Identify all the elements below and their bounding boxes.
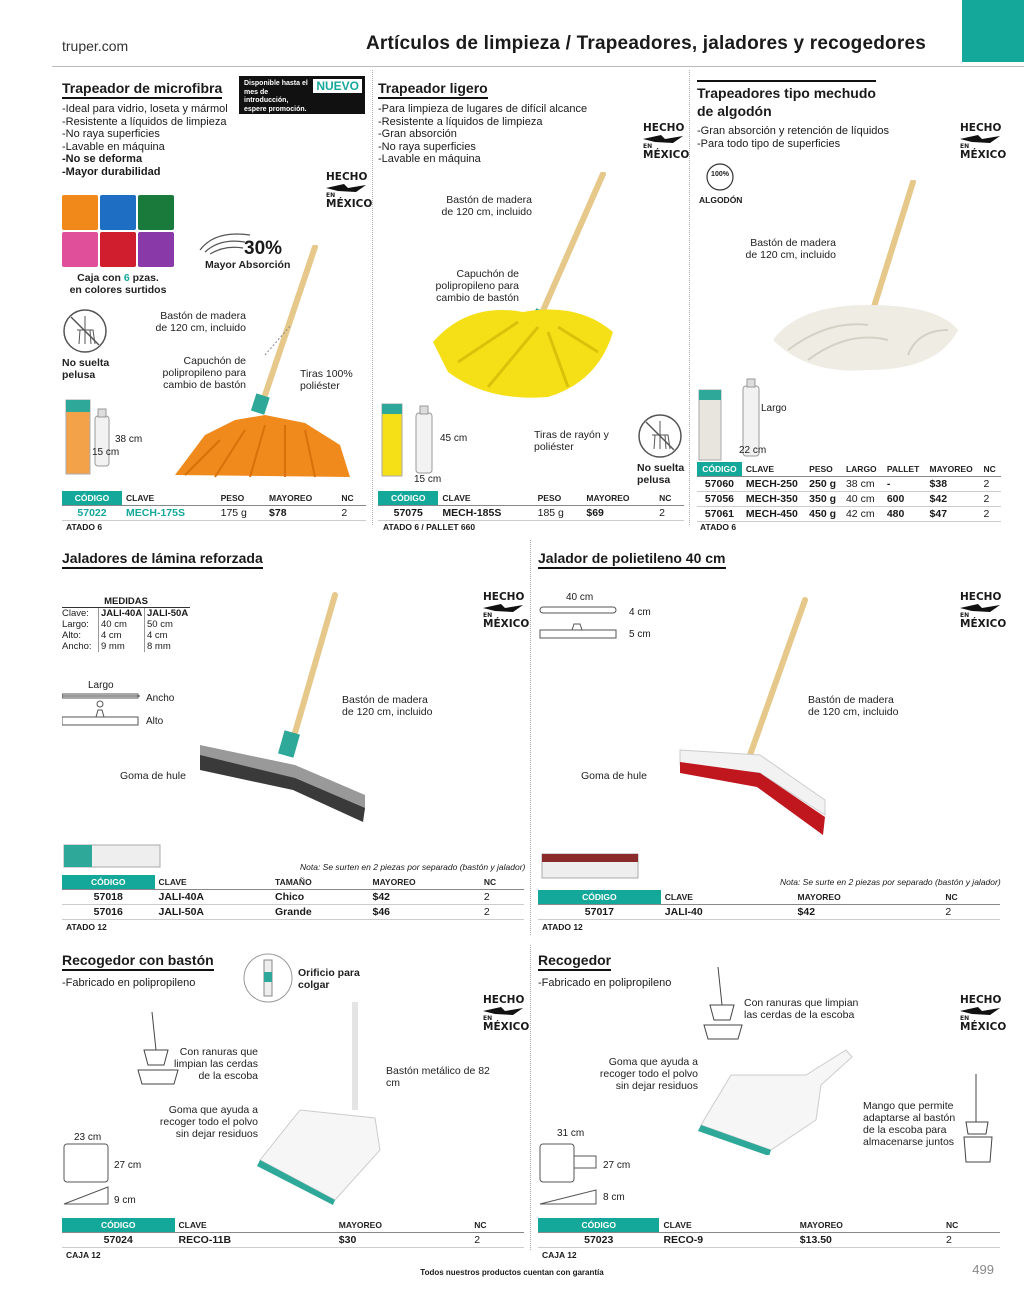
cell-nc: 2: [980, 507, 1001, 522]
col-mayoreo: MAYOREO: [265, 491, 337, 506]
col-nc: NC: [941, 890, 1000, 905]
measure-b: 8 mm: [144, 641, 171, 652]
col-nc: NC: [480, 875, 524, 890]
feature-item: - Ideal para vidrio, loseta y mármol: [62, 103, 362, 116]
product-mechudo: [697, 80, 957, 150]
dim-width: 15 cm: [414, 474, 442, 485]
hecho-line3: MÉXICO: [960, 149, 1007, 161]
feature-list: [378, 103, 678, 166]
supply-note: Nota: Se surten en 2 piezas por separado (bastón y jalador): [300, 862, 526, 872]
cell-pallet: 600: [883, 492, 926, 507]
cotton-mop-image: [768, 180, 968, 380]
color-swatches: [62, 195, 174, 267]
col-peso: PESO: [805, 462, 842, 477]
cell-code: 57022: [62, 506, 122, 521]
callout-goma: Goma de hule: [120, 770, 186, 782]
supply-note: Nota: Se surte en 2 piezas por separado (bastón y jalador): [780, 877, 1001, 887]
measure-a: 9 mm: [98, 641, 144, 652]
price-table-ligero: [378, 491, 684, 521]
callout-tiras: Tiras 100% poliéster: [300, 368, 353, 392]
callout-ranuras: Con ranuras que limpian las cerdas de la escoba: [744, 997, 859, 1021]
callout-baston: Bastón metálico de 82 cm: [386, 1065, 490, 1089]
cell-pallet: -: [883, 477, 926, 492]
package-image: [64, 396, 92, 476]
feature-item: - No raya superficies: [378, 141, 678, 154]
cell-peso: 175 g: [217, 506, 265, 521]
cell-mayoreo: $38: [926, 477, 980, 492]
col-codigo: CÓDIGO: [538, 890, 661, 905]
price-table-mechudo: [697, 462, 1001, 522]
badge-text: Disponible hasta el mes de introducción, espere promoción.: [244, 80, 308, 113]
price-table-recogedor: [538, 1218, 1000, 1248]
dim-ancho: Ancho: [146, 693, 175, 704]
feature-item: - Fabricado en polipropileno: [538, 977, 838, 990]
hecho-line2: EN: [960, 1015, 970, 1022]
col-pallet: PALLET: [883, 462, 926, 477]
feature-item: - No se deforma: [62, 153, 362, 166]
page-title: Artículos de limpieza / Trapeadores, jaladores y recogedores: [365, 33, 926, 54]
cell-peso: 185 g: [534, 506, 583, 521]
availability-badge: [239, 76, 365, 114]
measure-a: 4 cm: [98, 630, 144, 641]
hecho-en-mexico-logo: [326, 171, 373, 210]
feature-list: [538, 977, 838, 990]
no-lint-icon: [62, 308, 108, 354]
hecho-line3: MÉXICO: [960, 618, 1007, 630]
feature-item: - Resistente a líquidos de limpieza: [378, 116, 678, 129]
cell-clave: MECH-350: [742, 492, 805, 507]
col-clave: CLAVE: [122, 491, 217, 506]
light-mop-image: [428, 172, 628, 412]
measure-label: Ancho:: [62, 641, 92, 652]
col-nc: NC: [942, 1218, 1000, 1233]
cell-clave: MECH-450: [742, 507, 805, 522]
col-clave: CLAVE: [175, 1218, 335, 1233]
callout-ranuras: Con ranuras que limpian las cerdas de la escoba: [173, 1046, 258, 1082]
feature-item: - Para todo tipo de superficies: [697, 138, 957, 151]
feature-item: - Gran absorción: [378, 128, 678, 141]
callout-goma: Goma que ayuda a recoger todo el polvo sin dejar residuos: [599, 1056, 698, 1092]
price-table-recogedor-baston: [62, 1218, 524, 1248]
cell-nc: 2: [470, 1233, 524, 1248]
pack-info: ATADO 6 / PALLET 660: [383, 522, 476, 532]
feature-list: [697, 125, 957, 150]
callout-mango: Mango que permite adaptarse al bastón de la escoba para almacenarse juntos: [863, 1100, 956, 1148]
cell-clave: JALI-40A: [155, 890, 272, 905]
cell-clave: RECO-9: [659, 1233, 795, 1248]
dustpan-storage-sketch: [958, 1072, 998, 1167]
box-count: 6: [123, 272, 130, 284]
no-lint-label: No suelta pelusa: [637, 462, 685, 486]
dustpan-dimension-diagram: [538, 1142, 600, 1212]
measure-b: 50 cm: [144, 619, 173, 630]
measure-a: 40 cm: [98, 619, 144, 630]
col-nc: NC: [470, 1218, 524, 1233]
hecho-line3: MÉXICO: [326, 198, 373, 210]
col-largo: LARGO: [842, 462, 883, 477]
cell-code: 57023: [538, 1233, 659, 1248]
microfiber-mop-image: [165, 245, 355, 485]
feature-item: - Resistente a líquidos de limpieza: [62, 116, 362, 129]
callout-goma: Goma de hule: [581, 770, 647, 782]
hecho-line2: EN: [326, 192, 336, 199]
table-row[interactable]: [697, 507, 1001, 522]
box-prefix: Caja con: [77, 272, 124, 284]
col-codigo: CÓDIGO: [378, 491, 438, 506]
col-nc: NC: [655, 491, 684, 506]
column-divider: [372, 70, 373, 525]
table-row[interactable]: [538, 1233, 1000, 1248]
col-nc: NC: [337, 491, 366, 506]
table-row[interactable]: [378, 506, 684, 521]
cotton-label: ALGODÓN: [699, 195, 743, 205]
cell-peso: 450 g: [805, 507, 842, 522]
cell-nc: 2: [941, 905, 1000, 920]
cell-mayoreo: $30: [335, 1233, 470, 1248]
warranty-footer: Todos nuestros productos cuentan con garantía: [420, 1268, 604, 1277]
pack-info: CAJA 12: [66, 1250, 101, 1260]
box-suffix: pzas.: [129, 272, 159, 284]
cell-clave: JALI-50A: [155, 905, 272, 920]
swatch-green: [138, 195, 174, 230]
dim-height: 27 cm: [114, 1160, 142, 1171]
box-line2: en colores surtidos: [69, 284, 167, 296]
measurements-title: MEDIDAS: [62, 596, 190, 608]
dim-width: 15 cm: [92, 447, 120, 458]
measure-label: Largo:: [62, 619, 89, 630]
cell-code: 57024: [62, 1233, 175, 1248]
col-mayoreo: MAYOREO: [926, 462, 980, 477]
product-title: Jaladores de lámina reforzada: [62, 550, 263, 569]
swatch-red: [100, 232, 136, 267]
hecho-line1: HECHO: [483, 994, 525, 1006]
dustpan-broom-sketch: [700, 965, 745, 1040]
product-jalador-polietileno: [538, 550, 998, 569]
cell-nc: 2: [480, 890, 524, 905]
product-jaladores-lamina: [62, 550, 522, 569]
dustpan-image: [696, 1045, 856, 1155]
swatch-blue: [100, 195, 136, 230]
hecho-line2: EN: [960, 143, 970, 150]
measure-label: Alto:: [62, 630, 82, 641]
col-codigo: CÓDIGO: [62, 1218, 175, 1233]
hecho-en-mexico-logo: [960, 994, 1007, 1033]
poly-squeegee-image: [675, 595, 835, 840]
hecho-line2: EN: [643, 143, 653, 150]
squeegee-diagram: [62, 692, 152, 732]
callout-baston: Bastón de madera de 120 cm, incluido: [342, 694, 433, 718]
hecho-line1: HECHO: [960, 122, 1002, 134]
hecho-line2: EN: [483, 612, 493, 619]
cell-mayoreo: $78: [265, 506, 337, 521]
column-divider: [530, 945, 531, 1250]
cell-nc: 2: [980, 492, 1001, 507]
cell-mayoreo: $69: [582, 506, 655, 521]
swatch-pink: [62, 232, 98, 267]
col-mayoreo: MAYOREO: [582, 491, 655, 506]
table-row[interactable]: [62, 506, 366, 521]
dustpan-dimension-diagram: [62, 1142, 112, 1212]
cell-mayoreo: $13.50: [796, 1233, 942, 1248]
absorption-percent: 30%: [244, 238, 283, 259]
measure-b: 4 cm: [144, 630, 168, 641]
product-title: Trapeador de microfibra: [62, 80, 222, 99]
measure-b: JALI-50A: [144, 608, 188, 619]
cell-peso: 250 g: [805, 477, 842, 492]
dim-width: 22 cm: [739, 445, 767, 456]
hecho-line3: MÉXICO: [643, 149, 690, 161]
col-clave: CLAVE: [659, 1218, 795, 1233]
measure-row: [62, 608, 190, 619]
cell-nc: 2: [942, 1233, 1000, 1248]
cell-mayoreo: $42: [368, 890, 479, 905]
cell-clave: MECH-175S: [122, 506, 217, 521]
feature-item: - Para limpieza de lugares de difícil alcance: [378, 103, 678, 116]
product-title: [697, 80, 876, 121]
cell-mayoreo: $46: [368, 905, 479, 920]
cotton-percent: 100%: [711, 171, 729, 178]
measure-row: [62, 619, 190, 630]
feature-item: - Mayor durabilidad: [62, 166, 362, 179]
package-image: [380, 400, 404, 478]
hecho-en-mexico-logo: [483, 994, 530, 1033]
price-table-microfibra: [62, 491, 366, 521]
cell-code: 57016: [62, 905, 155, 920]
feature-item: - Gran absorción y retención de líquidos: [697, 125, 957, 138]
col-codigo: CÓDIGO: [62, 875, 155, 890]
hecho-line2: EN: [960, 612, 970, 619]
hecho-en-mexico-logo: [960, 591, 1007, 630]
product-ligero: [378, 80, 678, 166]
callout-baston: Bastón de madera de 120 cm, incluido: [155, 310, 246, 334]
hecho-line3: MÉXICO: [483, 618, 530, 630]
cell-tamano: Grande: [271, 905, 368, 920]
page-number: 499: [972, 1262, 994, 1277]
col-peso: PESO: [534, 491, 583, 506]
new-badge: NUEVO: [313, 79, 362, 93]
col-nc: NC: [980, 462, 1001, 477]
dim-largo: 40 cm: [566, 592, 594, 603]
hecho-line1: HECHO: [960, 591, 1002, 603]
package-image: [62, 843, 162, 869]
box-caption: [62, 272, 174, 296]
dim-height: 45 cm: [440, 433, 468, 444]
feature-item: - No raya superficies: [62, 128, 362, 141]
product-recogedor: [538, 952, 838, 990]
cell-nc: 2: [337, 506, 366, 521]
site-url[interactable]: truper.com: [62, 38, 129, 54]
cell-mayoreo: $47: [926, 507, 980, 522]
callout-goma: Goma que ayuda a recoger todo el polvo sin dejar residuos: [159, 1104, 258, 1140]
product-title: Jalador de polietileno 40 cm: [538, 550, 726, 569]
cell-pallet: 480: [883, 507, 926, 522]
hecho-line3: MÉXICO: [483, 1021, 530, 1033]
cell-code: 57056: [697, 492, 742, 507]
col-mayoreo: MAYOREO: [794, 890, 942, 905]
package-image: [540, 852, 640, 880]
no-lint-icon: [637, 413, 683, 459]
cell-tamano: Chico: [271, 890, 368, 905]
table-row[interactable]: [62, 1233, 524, 1248]
section-tab: [962, 0, 1024, 62]
hecho-line1: HECHO: [960, 994, 1002, 1006]
cell-code: 57061: [697, 507, 742, 522]
col-mayoreo: MAYOREO: [335, 1218, 470, 1233]
cell-clave: RECO-11B: [175, 1233, 335, 1248]
callout-orificio: Orificio para colgar: [298, 967, 360, 991]
col-mayoreo: MAYOREO: [796, 1218, 942, 1233]
cell-mayoreo: $42: [794, 905, 942, 920]
col-mayoreo: MAYOREO: [368, 875, 479, 890]
callout-capuchon: Capuchón de polipropileno para cambio de bastón: [435, 268, 519, 304]
feature-item: - Fabricado en polipropileno: [62, 977, 362, 990]
pack-info: ATADO 12: [66, 922, 107, 932]
hang-hole-detail-icon: [242, 952, 294, 1004]
measurements-table: [62, 596, 190, 652]
title-line1: Trapeadores tipo mechudo: [697, 85, 876, 101]
pack-info: ATADO 6: [66, 522, 103, 532]
no-lint-label: No suelta pelusa: [62, 357, 110, 381]
pack-info: ATADO 6: [700, 522, 737, 532]
hecho-line1: HECHO: [643, 122, 685, 134]
table-row[interactable]: [62, 905, 524, 920]
squeegee-diagram: [538, 604, 628, 644]
hecho-en-mexico-logo: [643, 122, 690, 161]
table-row[interactable]: [538, 905, 1000, 920]
hecho-en-mexico-logo: [483, 591, 530, 630]
pack-info: CAJA 12: [542, 1250, 577, 1260]
price-table-jaladores: [62, 875, 524, 920]
dim-depth: 8 cm: [603, 1192, 625, 1203]
col-clave: CLAVE: [742, 462, 805, 477]
column-divider: [530, 540, 531, 935]
callout-baston: Bastón de madera de 120 cm, incluido: [745, 237, 836, 261]
dim-depth: 9 cm: [114, 1195, 136, 1206]
cell-code: 57060: [697, 477, 742, 492]
metal-squeegee-image: [195, 590, 375, 830]
feature-item: - Lavable en máquina: [378, 153, 678, 166]
product-title: Recogedor: [538, 952, 611, 971]
col-codigo: CÓDIGO: [538, 1218, 659, 1233]
dim-a: 4 cm: [629, 607, 651, 618]
measure-row: [62, 630, 190, 641]
hecho-line2: EN: [483, 1015, 493, 1022]
pack-info: ATADO 12: [542, 922, 583, 932]
dim-width: 31 cm: [557, 1128, 585, 1139]
callout-baston: Bastón de madera de 120 cm, incluido: [441, 194, 532, 218]
table-row[interactable]: [697, 492, 1001, 507]
cell-clave: JALI-40: [661, 905, 794, 920]
product-title: Recogedor con bastón: [62, 952, 214, 971]
col-codigo: CÓDIGO: [62, 491, 122, 506]
cell-largo: 40 cm: [842, 492, 883, 507]
title-line2: de algodón: [697, 103, 772, 119]
hecho-line3: MÉXICO: [960, 1021, 1007, 1033]
cell-mayoreo: $42: [926, 492, 980, 507]
measure-label: Clave:: [62, 608, 89, 619]
bottle-image: [92, 408, 112, 468]
hecho-line1: HECHO: [483, 591, 525, 603]
product-title: Trapeador ligero: [378, 80, 488, 99]
dim-width: 23 cm: [74, 1132, 102, 1143]
cell-code: 57075: [378, 506, 438, 521]
cell-nc: 2: [980, 477, 1001, 492]
cell-nc: 2: [655, 506, 684, 521]
cell-peso: 350 g: [805, 492, 842, 507]
absorption-label: Mayor Absorción: [205, 259, 291, 271]
callout-baston: Bastón de madera de 120 cm, incluido: [808, 694, 899, 718]
cell-largo: 42 cm: [842, 507, 883, 522]
dim-height: Largo: [761, 403, 787, 414]
swatch-orange: [62, 195, 98, 230]
column-divider: [689, 70, 690, 525]
dustpan-with-handle-image: [255, 1000, 385, 1205]
measure-a: JALI-40A: [98, 608, 144, 619]
col-tamano: TAMAÑO: [271, 875, 368, 890]
header-divider: [52, 66, 1024, 67]
callout-capuchon: Capuchón de polipropileno para cambio de bastón: [162, 355, 246, 391]
col-clave: CLAVE: [155, 875, 272, 890]
cell-clave: MECH-250: [742, 477, 805, 492]
cell-largo: 38 cm: [842, 477, 883, 492]
col-clave: CLAVE: [661, 890, 794, 905]
col-clave: CLAVE: [438, 491, 533, 506]
table-row[interactable]: [697, 477, 1001, 492]
callout-tiras: Tiras de rayón y poliéster: [534, 429, 609, 453]
cell-code: 57017: [538, 905, 661, 920]
dim-height: 38 cm: [115, 434, 143, 445]
bottle-image: [413, 405, 435, 475]
col-codigo: CÓDIGO: [697, 462, 742, 477]
measure-row: [62, 641, 190, 652]
price-table-polietileno: [538, 890, 1000, 920]
hecho-en-mexico-logo: [960, 122, 1007, 161]
col-peso: PESO: [217, 491, 265, 506]
table-row[interactable]: [62, 890, 524, 905]
dim-b: 5 cm: [629, 629, 651, 640]
feature-list: [62, 103, 362, 178]
dim-height: 27 cm: [603, 1160, 631, 1171]
package-image: [697, 386, 723, 462]
cell-clave: MECH-185S: [438, 506, 533, 521]
feature-item: - Lavable en máquina: [62, 141, 362, 154]
dim-largo: Largo: [88, 680, 114, 691]
hecho-line1: HECHO: [326, 171, 368, 183]
cell-code: 57018: [62, 890, 155, 905]
cell-nc: 2: [480, 905, 524, 920]
dim-alto: Alto: [146, 716, 164, 727]
